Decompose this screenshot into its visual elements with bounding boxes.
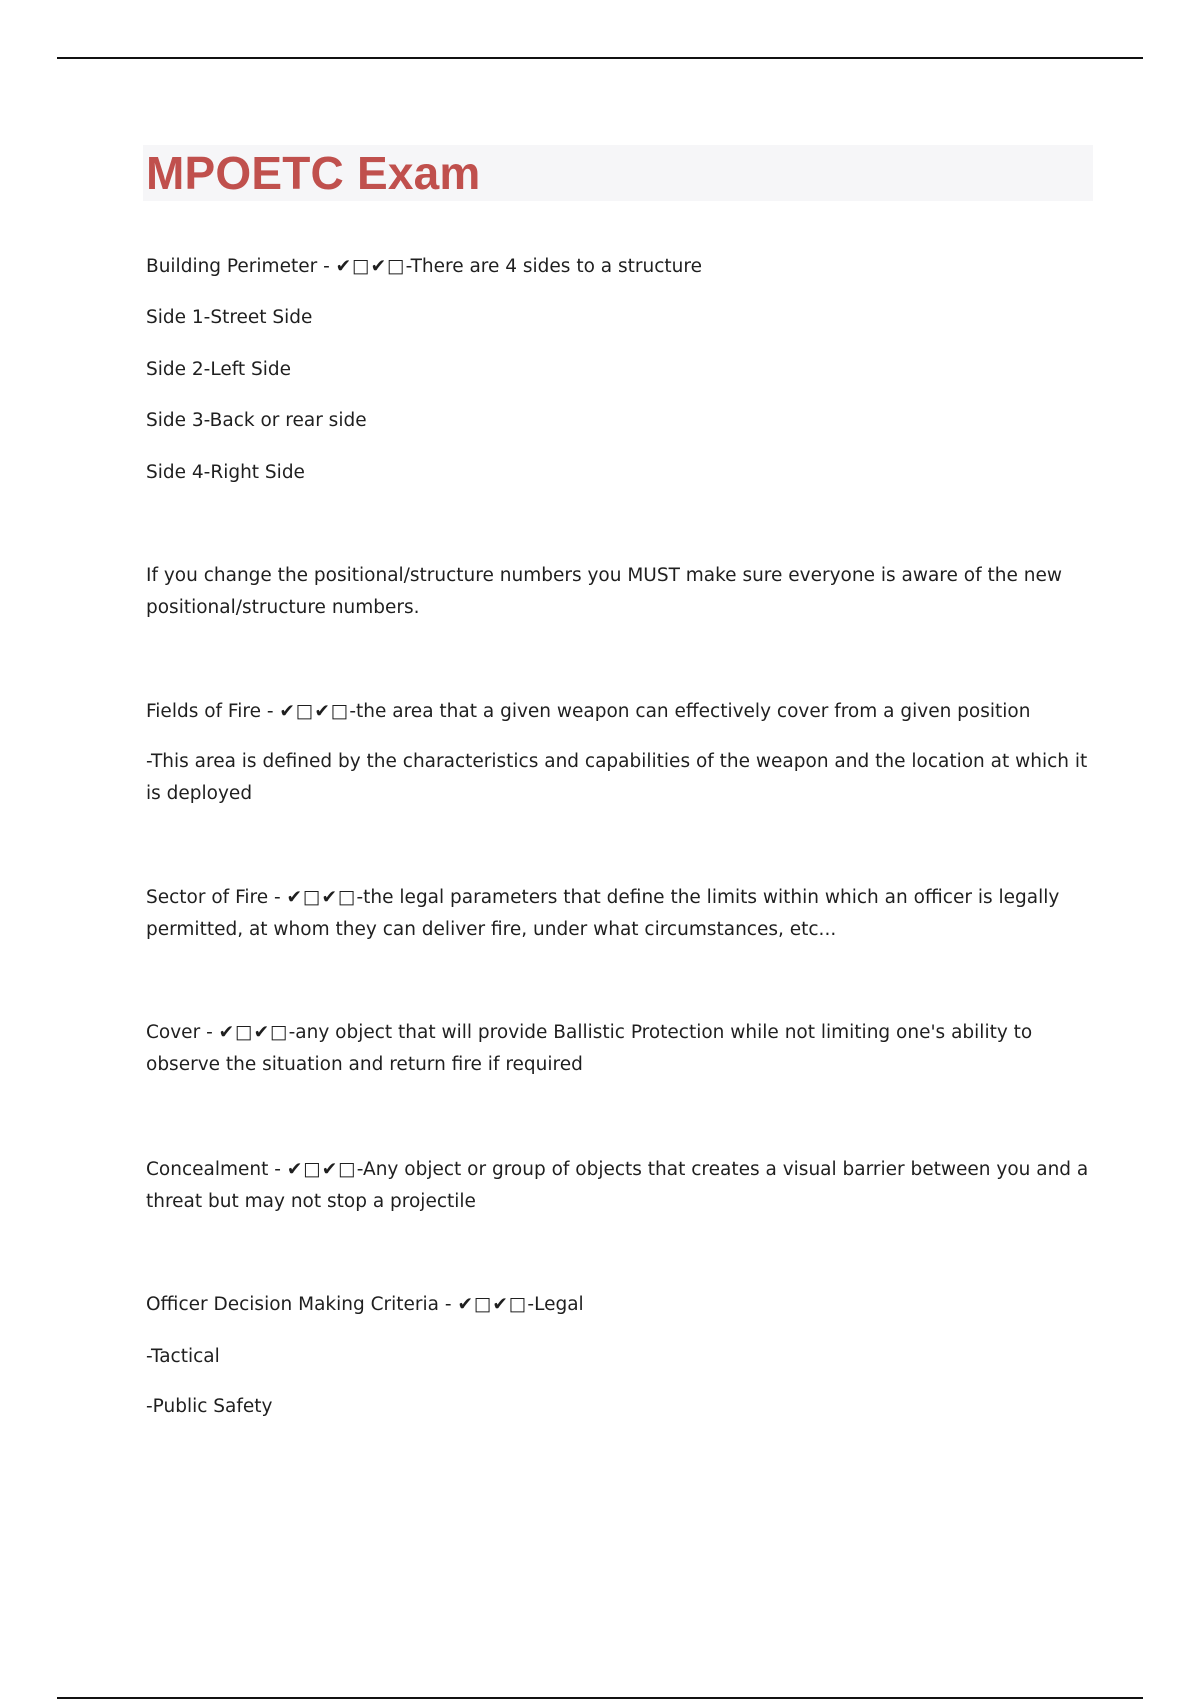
term-separator: - <box>268 1159 287 1180</box>
term-label: Building Perimeter <box>146 256 318 277</box>
answer-text: -Legal <box>527 1294 584 1315</box>
answer-line: -Public Safety <box>146 1396 273 1417</box>
answer-note: If you change the positional/structure numbers you MUST make sure everyone is aware of the new positional/structure numbers. <box>146 565 1062 618</box>
check-marks-icon: ✔□✔□ <box>335 256 406 277</box>
answer-text: -the legal parameters that define the limits within which an officer is legally permitted, at whom they can deliver fire, under what circumstances, etc... <box>146 887 1060 940</box>
term-separator: - <box>439 1294 458 1315</box>
top-rule <box>57 57 1143 59</box>
answer-line: Side 4-Right Side <box>146 462 305 483</box>
entry-concealment <box>146 1154 1096 1218</box>
check-marks-icon: ✔□✔□ <box>279 701 350 722</box>
entry-officer-decision-making <box>146 1289 584 1321</box>
term-label: Concealment <box>146 1159 269 1180</box>
entry-cover <box>146 1017 1096 1081</box>
answer-line: Side 1-Street Side <box>146 307 313 328</box>
term-label: Fields of Fire <box>146 701 261 722</box>
answer-text: -There are 4 sides to a structure <box>405 256 702 277</box>
document-title: MPOETC Exam <box>146 147 481 199</box>
entry-building-perimeter <box>146 251 702 283</box>
bottom-rule <box>57 1697 1143 1699</box>
answer-detail: -This area is defined by the characteristics and capabilities of the weapon and the location at which it is deployed <box>146 751 1088 804</box>
answer-text: -the area that a given weapon can effectively cover from a given position <box>349 701 1031 722</box>
entry-fields-of-fire <box>146 696 1030 728</box>
term-label: Sector of Fire <box>146 887 269 908</box>
term-separator: - <box>268 887 287 908</box>
term-label: Cover <box>146 1022 201 1043</box>
answer-line: Side 3-Back or rear side <box>146 410 367 431</box>
check-marks-icon: ✔□✔□ <box>457 1294 528 1315</box>
entry-sector-of-fire <box>146 882 1096 946</box>
term-separator: - <box>260 701 280 722</box>
term-separator: - <box>317 256 336 277</box>
answer-text: -any object that will provide Ballistic Protection while not limiting one's ability to observe the situation and return fire if required <box>146 1022 1033 1075</box>
answer-line: -Tactical <box>146 1346 220 1367</box>
check-marks-icon: ✔□✔□ <box>218 1022 289 1043</box>
term-label: Officer Decision Making Criteria <box>146 1294 440 1315</box>
term-separator: - <box>200 1022 219 1043</box>
check-marks-icon: ✔□✔□ <box>286 1159 357 1180</box>
answer-text: -Any object or group of objects that creates a visual barrier between you and a threat but may not stop a projectile <box>146 1159 1089 1212</box>
answer-line: Side 2-Left Side <box>146 359 292 380</box>
check-marks-icon: ✔□✔□ <box>286 887 357 908</box>
